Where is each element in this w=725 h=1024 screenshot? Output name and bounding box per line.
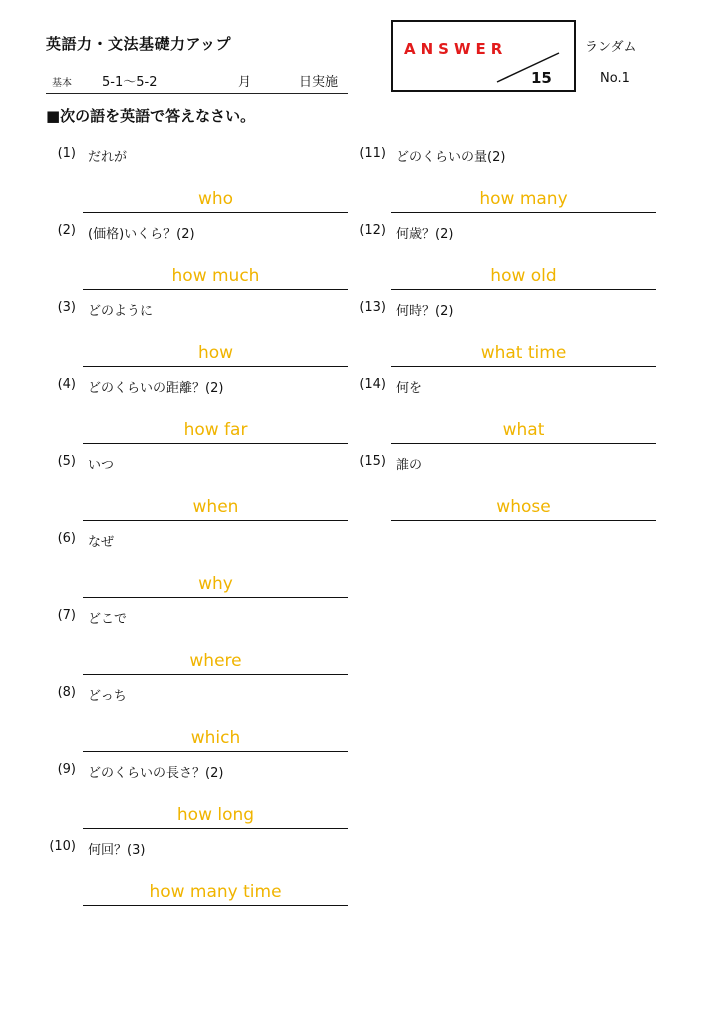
question-prompt: どのように — [88, 304, 154, 319]
answer-text: how — [197, 343, 234, 363]
answer-text: when — [192, 497, 239, 517]
question-prompt: どっち — [88, 689, 127, 704]
level-label: 基本 — [52, 78, 72, 89]
question-number: (14) — [359, 377, 386, 392]
question-number: (1) — [57, 146, 76, 161]
question-prompt: 何時？(2) — [396, 304, 454, 319]
answer-text: what time — [480, 343, 567, 363]
mode-label: ランダム — [585, 40, 637, 55]
question-prompt: なぜ — [88, 535, 115, 550]
question-prompt: どのくらいの距離？(2) — [88, 381, 224, 396]
answer-text: who — [197, 189, 234, 209]
question-number: (3) — [57, 300, 76, 315]
question-number: (9) — [57, 762, 76, 777]
answer-line — [391, 443, 656, 444]
answer-text: which — [190, 728, 241, 748]
answer-text: where — [189, 651, 242, 671]
question-number: (5) — [57, 454, 76, 469]
answer-label: ANSWER — [404, 40, 508, 58]
header-divider — [46, 93, 348, 94]
answer-line — [391, 289, 656, 290]
question-prompt: 何を — [396, 381, 423, 396]
answer-text: whose — [496, 497, 551, 517]
answer-line — [83, 905, 348, 906]
question-number: (2) — [57, 223, 76, 238]
worksheet-title: 英語力・文法基礎力アップ — [46, 35, 231, 53]
answer-line — [83, 212, 348, 213]
month-label: 月 — [238, 75, 252, 90]
question-prompt: どのくらいの長さ？(2) — [88, 766, 224, 781]
question-prompt: だれが — [88, 150, 128, 165]
question-number: (7) — [57, 608, 76, 623]
answer-text: why — [198, 574, 233, 594]
question-number: (15) — [359, 454, 386, 469]
question-number: (11) — [359, 146, 386, 161]
answer-line — [391, 520, 656, 521]
question-number: (10) — [49, 839, 76, 854]
question-prompt: どのくらいの量(2) — [396, 150, 506, 165]
answer-line — [83, 520, 348, 521]
answer-text: how many — [479, 189, 568, 209]
sheet-number: No.1 — [600, 71, 630, 86]
answer-line — [83, 674, 348, 675]
answer-line — [391, 366, 656, 367]
answer-line — [83, 597, 348, 598]
score-slash-icon — [493, 50, 563, 86]
answer-text: what — [502, 420, 545, 440]
question-prompt: どこで — [88, 612, 128, 627]
instruction: ■次の語を英語で答えなさい。 — [46, 107, 256, 125]
date-done-label: 日実施 — [299, 75, 339, 90]
answer-score: 15 — [531, 69, 552, 87]
question-prompt: 誰の — [396, 458, 423, 473]
question-number: (6) — [57, 531, 76, 546]
answer-text: how many time — [149, 882, 282, 902]
answer-text: how far — [183, 420, 248, 440]
answer-text: how old — [490, 266, 557, 286]
question-number: (13) — [359, 300, 386, 315]
question-number: (12) — [359, 223, 386, 238]
question-prompt: いつ — [88, 458, 115, 473]
question-prompt: 何歳？(2) — [396, 227, 454, 242]
question-prompt: (価格)いくら？(2) — [88, 227, 195, 242]
answer-line — [83, 366, 348, 367]
question-number: (8) — [57, 685, 76, 700]
question-number: (4) — [57, 377, 76, 392]
answer-line — [83, 289, 348, 290]
answer-box — [391, 20, 576, 92]
answer-line — [83, 828, 348, 829]
answer-line — [83, 751, 348, 752]
answer-text: how much — [171, 266, 260, 286]
unit-range: 5-1～5-2 — [102, 75, 158, 90]
question-prompt: 何回？(3) — [88, 843, 146, 858]
answer-line — [391, 212, 656, 213]
answer-line — [83, 443, 348, 444]
answer-text: how long — [176, 805, 255, 825]
